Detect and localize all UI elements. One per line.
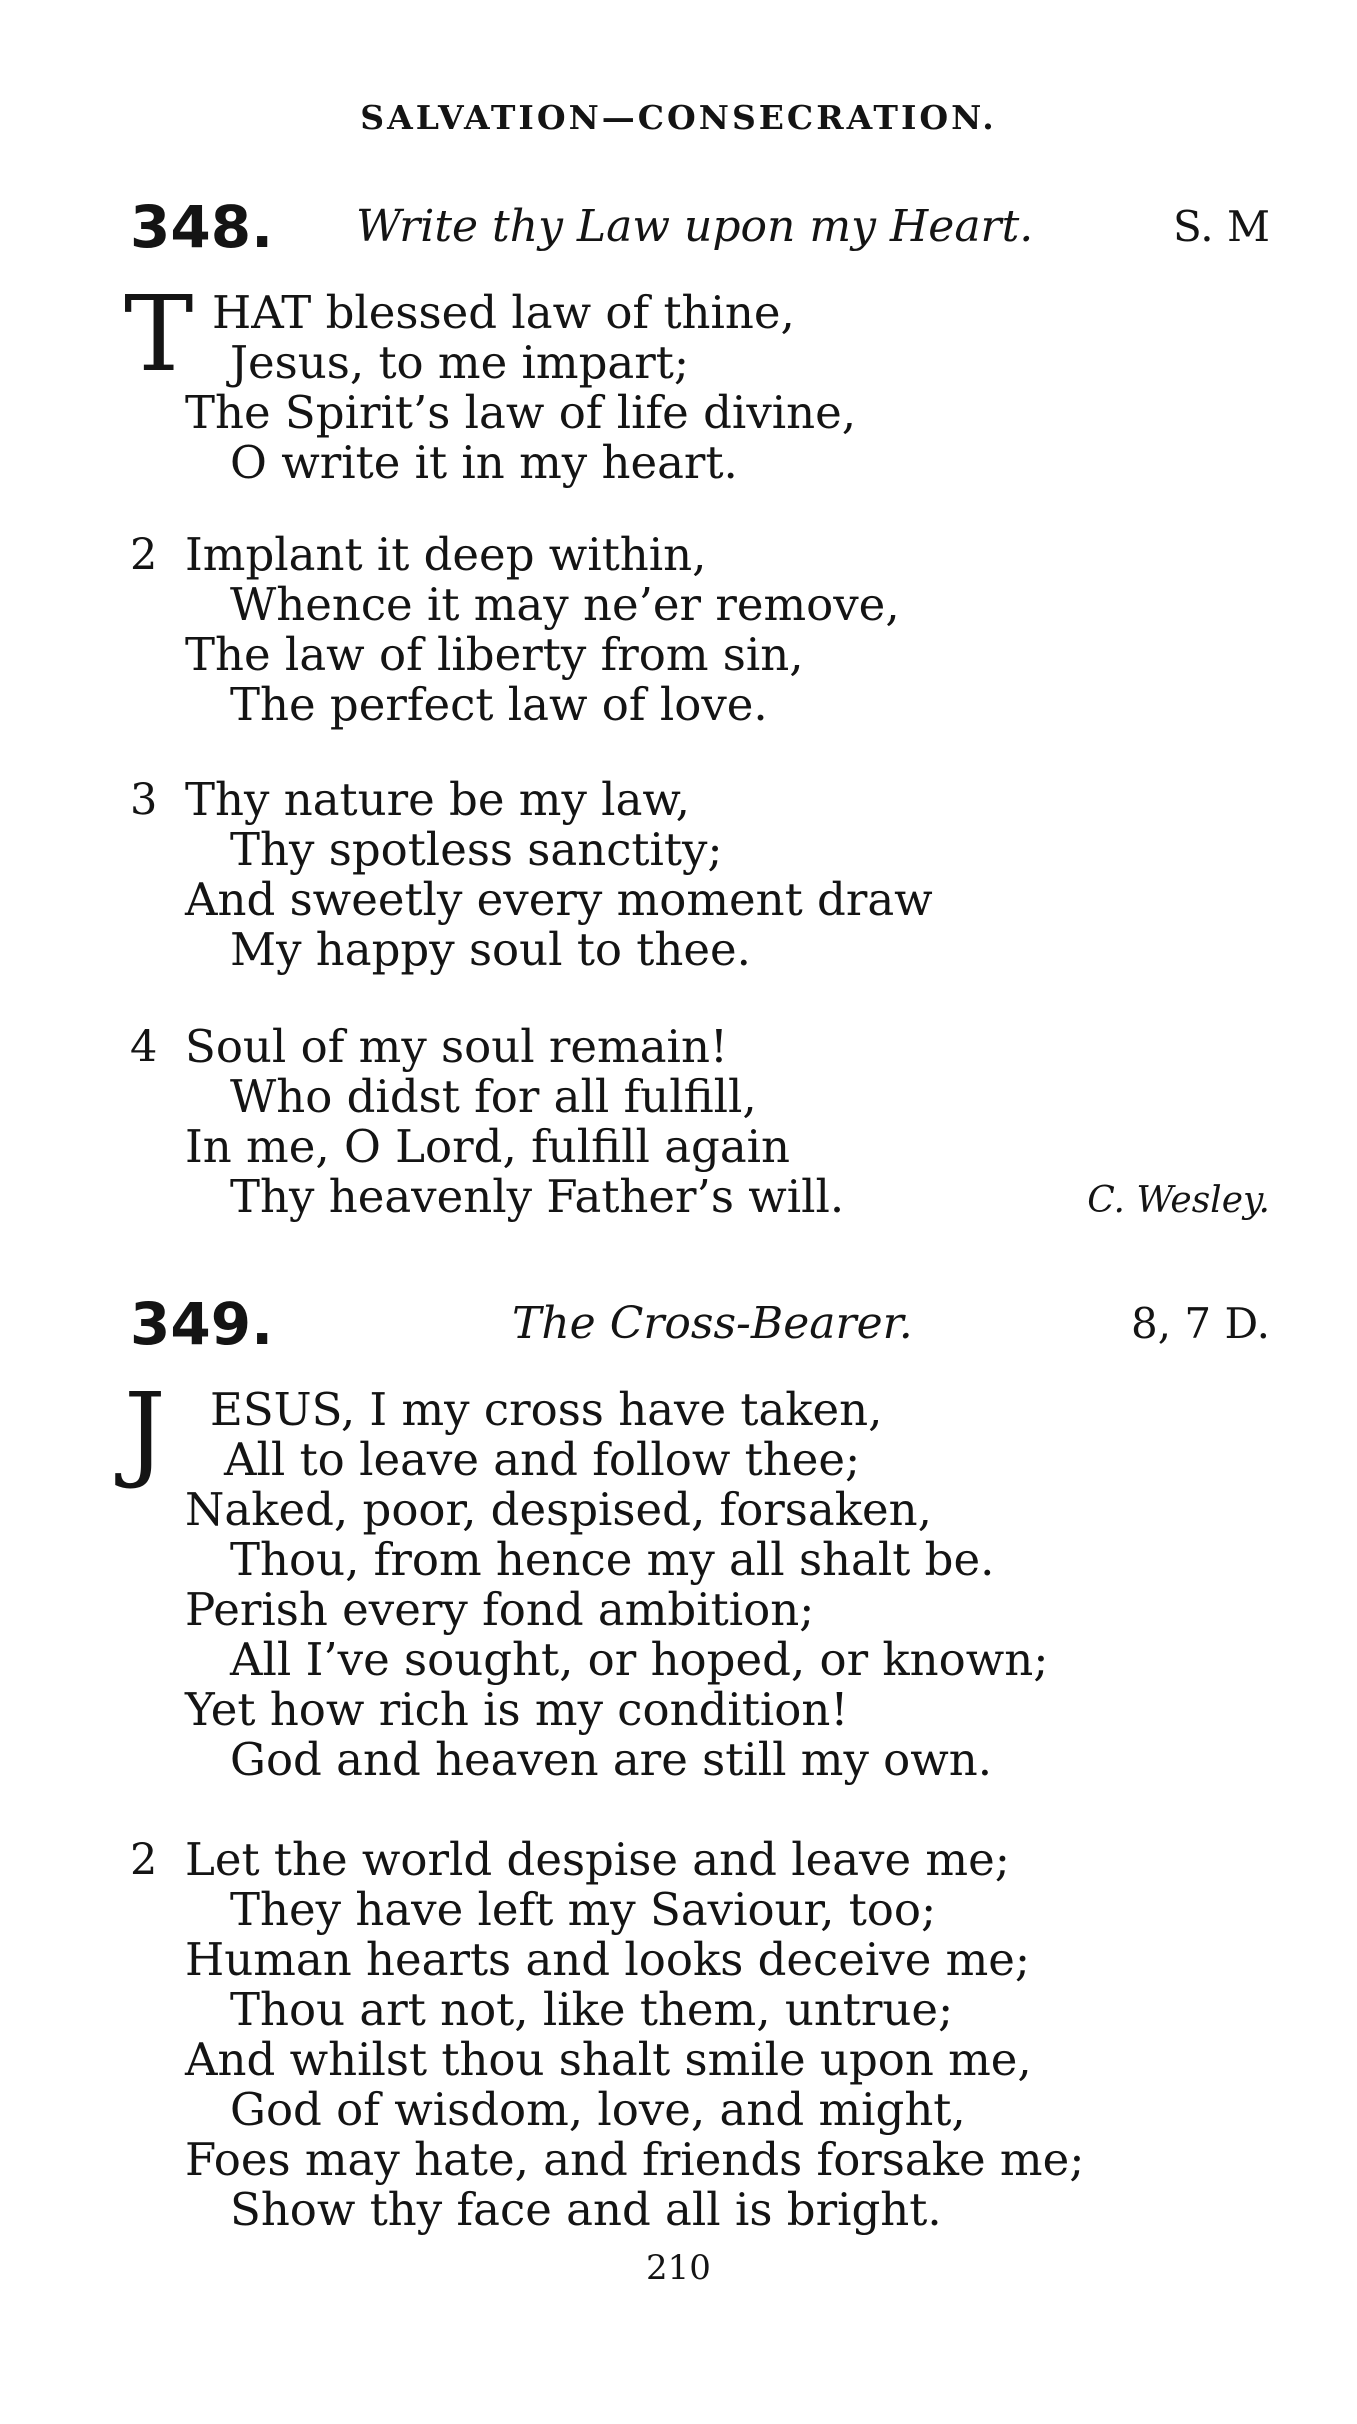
verse-line: Thy spotless sanctity;	[230, 823, 723, 876]
verse-line: God and heaven are still my own.	[230, 1733, 993, 1786]
verse-line: Thou art not, like them, untrue;	[230, 1983, 954, 2036]
verse-line: My happy soul to thee.	[230, 923, 751, 976]
verse-line: Whence it may ne’er remove,	[230, 578, 900, 631]
verse-line: Who didst for all fulfill,	[230, 1070, 757, 1123]
hymn-title: Write thy Law upon my Heart.	[356, 201, 1034, 252]
hymn-349-header	[130, 1289, 1270, 1359]
verse-line: The perfect law of love.	[230, 678, 768, 731]
verse-line: The Spirit’s law of life divine,	[185, 386, 857, 439]
verse-line: O write it in my heart.	[230, 436, 738, 489]
drop-cap-initial: T	[124, 273, 194, 395]
hymn-meter: 8, 7 D.	[1130, 1299, 1270, 1348]
stanza-number: 2	[130, 1835, 158, 1885]
verse-line: And sweetly every moment draw	[185, 873, 933, 926]
verse-line: Human hearts and looks deceive me;	[185, 1933, 1031, 1986]
verse-line: Perish every fond ambition;	[185, 1583, 815, 1636]
verse-line: Thy heavenly Father’s will.	[230, 1170, 845, 1223]
verse-line: Thy nature be my law,	[185, 773, 690, 826]
verse-line: And whilst thou shalt smile upon me,	[185, 2033, 1032, 2086]
verse-line: The law of liberty from sin,	[185, 628, 804, 681]
verse-line: ESUS, I my cross have taken,	[210, 1383, 883, 1436]
verse-line: Yet how rich is my condition!	[185, 1683, 849, 1736]
drop-cap-initial: J	[124, 1370, 166, 1492]
hymn-title: The Cross-Bearer.	[512, 1298, 913, 1349]
hymn-348-header	[130, 192, 1270, 262]
verse-line: Let the world despise and leave me;	[185, 1833, 1010, 1886]
verse-line: All I’ve sought, or hoped, or known;	[230, 1633, 1049, 1686]
verse-line: Implant it deep within,	[185, 528, 707, 581]
running-head: SALVATION—CONSECRATION.	[360, 98, 997, 137]
stanza-number: 2	[130, 530, 158, 580]
hymn-meter: S. M	[1173, 202, 1270, 251]
verse-line: Thou, from hence my all shalt be.	[230, 1533, 995, 1586]
verse-line: All to leave and follow thee;	[224, 1433, 861, 1486]
verse-line: Show thy face and all is bright.	[230, 2183, 942, 2236]
hymn-number: 349.	[130, 1290, 274, 1358]
verse-line: Naked, poor, despised, forsaken,	[185, 1483, 932, 1536]
stanza-number: 4	[130, 1022, 158, 1072]
verse-line: Soul of my soul remain!	[185, 1020, 729, 1073]
hymn-number: 348.	[130, 193, 274, 261]
stanza-number: 3	[130, 775, 158, 825]
verse-line: They have left my Saviour, too;	[230, 1883, 937, 1936]
verse-line: HAT blessed law of thine,	[212, 286, 795, 339]
page-number: 210	[646, 2248, 711, 2288]
verse-line: God of wisdom, love, and might,	[230, 2083, 966, 2136]
hymn-author: C. Wesley.	[1087, 1180, 1270, 1221]
verse-line: Foes may hate, and friends forsake me;	[185, 2133, 1085, 2186]
verse-line: Jesus, to me impart;	[230, 336, 689, 389]
verse-line: In me, O Lord, fulfill again	[185, 1120, 791, 1173]
